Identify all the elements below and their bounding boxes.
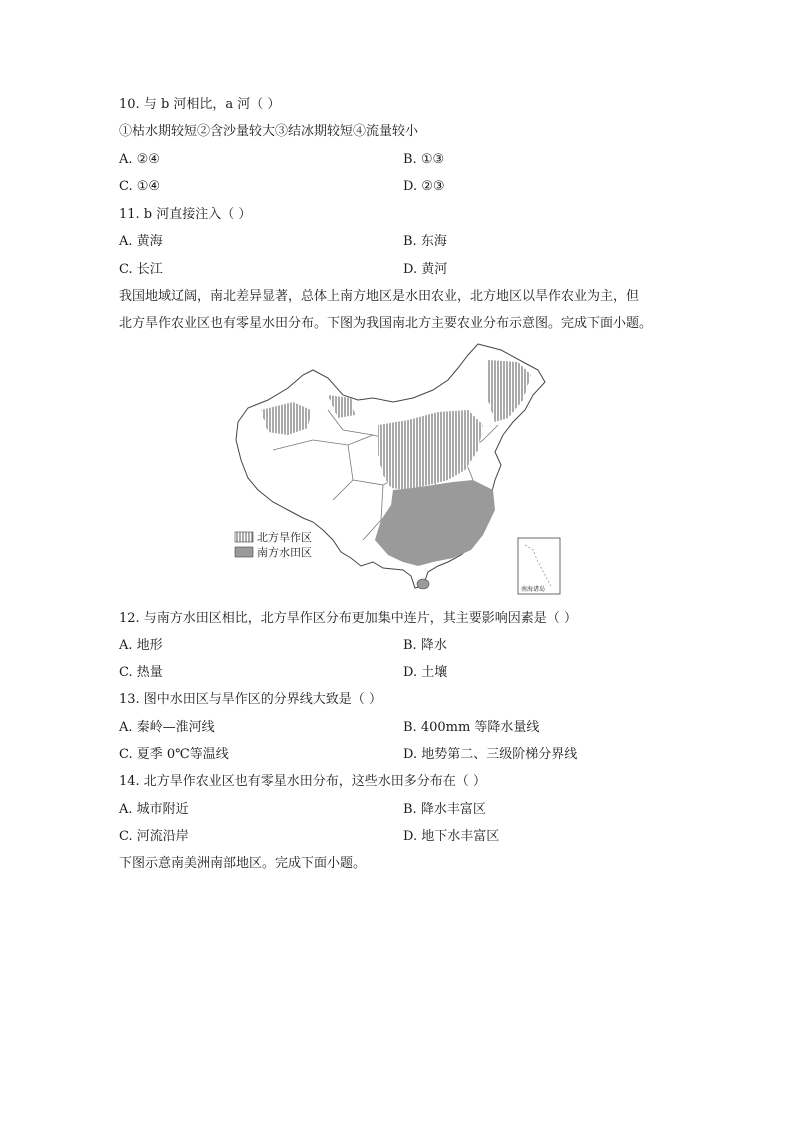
- legend-paddy-label: 南方水田区: [257, 546, 312, 559]
- intro1-line1: 我国地域辽阔，南北差异显著，总体上南方地区是水田农业，北方地区以旱作农业为主，但: [119, 289, 640, 304]
- q13-option-c[interactable]: C. 夏季 0℃等温线: [119, 747, 229, 762]
- q10-option-c[interactable]: C. ①④: [119, 179, 161, 194]
- q10-option-a[interactable]: A. ②④: [119, 152, 160, 167]
- q13-option-d[interactable]: D. 地势第二、三级阶梯分界线: [403, 747, 578, 762]
- legend-hatch-swatch: [235, 532, 253, 542]
- q10-option-d[interactable]: D. ②③: [403, 179, 445, 194]
- q13-option-b[interactable]: B. 400mm 等降水量线: [403, 720, 540, 735]
- q12-option-d[interactable]: D. 土壤: [403, 665, 448, 680]
- legend-dryland-label: 北方旱作区: [257, 531, 312, 544]
- q12-option-c[interactable]: C. 热量: [119, 665, 163, 680]
- south-paddy-region: [375, 480, 495, 566]
- q14-stem: 14. 北方旱作农业区也有零星水田分布，这些水田多分布在（ ）: [119, 774, 486, 789]
- china-agriculture-map: [233, 340, 563, 598]
- q14-option-b[interactable]: B. 降水丰富区: [403, 802, 486, 817]
- q11-stem: 11. b 河直接注入（ ）: [119, 207, 252, 222]
- q12-option-b[interactable]: B. 降水: [403, 638, 447, 653]
- hainan-island: [417, 579, 429, 589]
- q11-option-b[interactable]: B. 东海: [403, 234, 447, 249]
- q14-option-a[interactable]: A. 城市附近: [119, 802, 189, 817]
- q13-stem: 13. 图中水田区与旱作区的分界线大致是（ ）: [119, 692, 382, 707]
- q14-option-c[interactable]: C. 河流沿岸: [119, 829, 189, 844]
- inset-label: 南海诸岛: [521, 586, 546, 593]
- q11-option-d[interactable]: D. 黄河: [403, 262, 448, 277]
- intro2: 下图示意南美洲南部地区。完成下面小题。: [119, 856, 367, 871]
- intro1-line2: 北方旱作农业区也有零星水田分布。下图为我国南北方主要农业分布示意图。完成下面小题。: [119, 316, 653, 331]
- q12-stem: 12. 与南方水田区相比，北方旱作区分布更加集中连片，其主要影响因素是（ ）: [119, 611, 577, 626]
- legend-paddy-swatch: [235, 547, 253, 557]
- q10-option-b[interactable]: B. ①③: [403, 152, 445, 167]
- q12-option-a[interactable]: A. 地形: [119, 638, 163, 653]
- q10-statements: ①枯水期较短②含沙量较大③结冰期较短④流量较小: [119, 124, 419, 139]
- q13-option-a[interactable]: A. 秦岭—淮河线: [119, 720, 215, 735]
- northeast-dryland-region: [488, 360, 531, 422]
- q11-option-c[interactable]: C. 长江: [119, 262, 163, 277]
- q11-option-a[interactable]: A. 黄海: [119, 234, 163, 249]
- q10-stem: 10. 与 b 河相比，a 河（ ）: [119, 97, 281, 112]
- q14-option-d[interactable]: D. 地下水丰富区: [403, 829, 500, 844]
